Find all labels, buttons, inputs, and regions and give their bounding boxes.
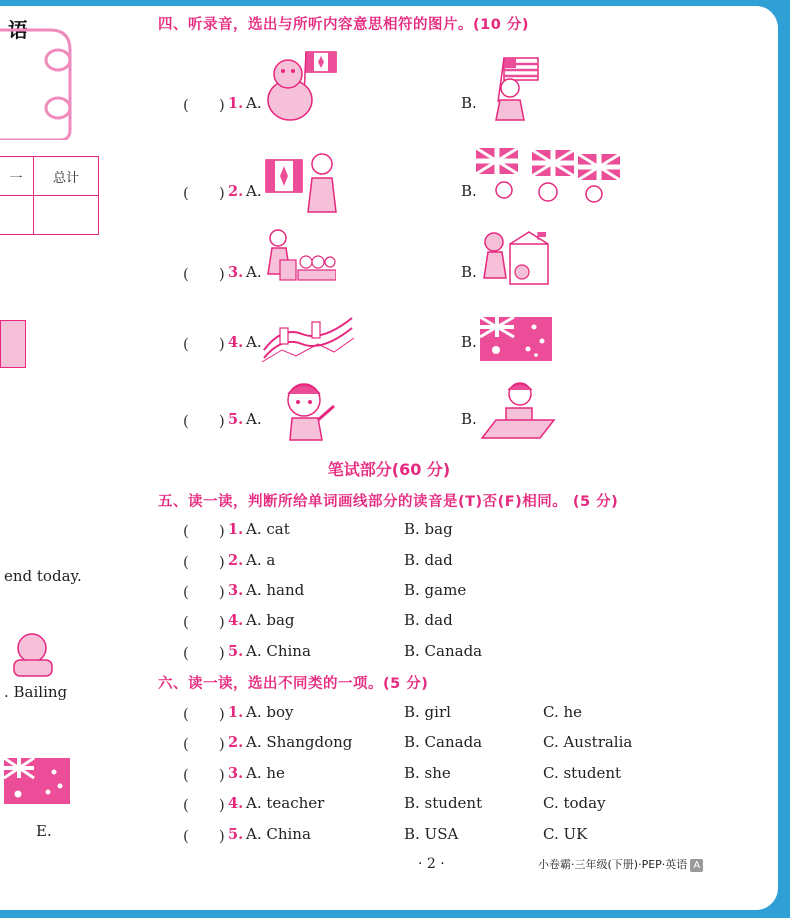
australia-flag-icon[interactable]: [480, 317, 552, 361]
children-uk-flags-icon[interactable]: [474, 144, 622, 214]
teacher-students-icon[interactable]: [264, 228, 336, 284]
score-cell[interactable]: [0, 196, 34, 235]
question-number: 4.: [228, 795, 244, 812]
question-number: 1.: [228, 704, 244, 721]
option-b: B. game: [404, 581, 467, 599]
girl-cartoon-icon: [4, 628, 62, 680]
option-c: C. UK: [543, 825, 588, 843]
option-b: B.: [461, 94, 477, 112]
option-a: A. boy: [246, 703, 294, 721]
girl-reading-icon[interactable]: [480, 380, 556, 440]
left-strip-text-today: end today.: [4, 567, 82, 585]
option-a: A.: [246, 182, 262, 200]
answer-blank[interactable]: ( ): [183, 265, 225, 283]
option-b: B.: [461, 410, 477, 428]
answer-blank[interactable]: ( ): [183, 796, 225, 814]
answer-blank[interactable]: ( ): [183, 184, 225, 202]
option-a: A. he: [246, 764, 285, 782]
question-number: 2.: [228, 552, 244, 569]
left-strip-text-e: E.: [36, 822, 52, 840]
option-b: B. USA: [404, 825, 459, 843]
great-wall-icon[interactable]: [262, 306, 354, 364]
section4-title: 四、听录音，选出与所听内容意思相符的图片。(10 分): [158, 17, 529, 33]
question-number: 4.: [228, 612, 244, 629]
left-strip-title: 语: [8, 18, 28, 42]
question-number: 4.: [228, 334, 244, 351]
answer-blank[interactable]: ( ): [183, 613, 225, 631]
score-table: [0, 156, 99, 235]
question-number: 3.: [228, 765, 244, 782]
option-b: B.: [461, 263, 477, 281]
answer-blank[interactable]: ( ): [183, 522, 225, 540]
question-number: 5.: [228, 826, 244, 843]
canada-flag-woman-icon[interactable]: [264, 150, 338, 214]
option-a: A.: [246, 333, 262, 351]
question-number: 5.: [228, 411, 244, 428]
option-a: A. Shangdong: [246, 733, 353, 751]
option-b: B. student: [404, 794, 483, 812]
section6-title: 六、读一读，选出不同类的一项。(5 分): [158, 676, 429, 692]
question-number: 1.: [228, 95, 244, 112]
score-header-total: 总计: [34, 157, 99, 196]
australia-flag-icon: [4, 758, 70, 804]
section5-title: 五、读一读，判断所给单词画线部分的读音是(T)否(F)相同。 (5 分): [158, 494, 619, 510]
question-number: 2.: [228, 734, 244, 751]
option-b: B. dad: [404, 611, 453, 629]
answer-blank[interactable]: ( ): [183, 705, 225, 723]
option-a: A. bag: [246, 611, 295, 629]
option-b: B. she: [404, 764, 451, 782]
option-a: A. cat: [246, 520, 290, 538]
option-b: B. girl: [404, 703, 451, 721]
option-b: B. Canada: [404, 733, 483, 751]
book-title-text: 小卷霸·三年级(下册)·PEP·英语: [538, 858, 688, 871]
option-c: C. today: [543, 794, 606, 812]
option-b: B. dad: [404, 551, 453, 569]
option-a: A. teacher: [246, 794, 325, 812]
option-a: A. China: [246, 825, 311, 843]
question-number: 1.: [228, 521, 244, 538]
written-part-title: 笔试部分(60 分): [327, 460, 451, 479]
answer-blank[interactable]: ( ): [183, 335, 225, 353]
left-strip-text-bailing: . Bailing: [4, 683, 68, 701]
edition-badge: A: [690, 859, 703, 872]
answer-blank[interactable]: ( ): [183, 766, 225, 784]
score-total-cell[interactable]: [34, 196, 99, 235]
girl-at-school-icon[interactable]: [480, 230, 550, 288]
answer-blank[interactable]: ( ): [183, 735, 225, 753]
spiral-binding-icon: [0, 20, 72, 140]
answer-blank[interactable]: ( ): [183, 644, 225, 662]
question-number: 5.: [228, 643, 244, 660]
option-b: B.: [461, 333, 477, 351]
question-number: 2.: [228, 183, 244, 200]
beaver-canada-flag-icon[interactable]: [264, 46, 340, 124]
option-a: A. China: [246, 642, 311, 660]
pink-tab: [0, 320, 26, 368]
page-number: · 2 ·: [418, 856, 445, 872]
option-c: C. Australia: [543, 733, 633, 751]
answer-blank[interactable]: ( ): [183, 583, 225, 601]
answer-blank[interactable]: ( ): [183, 412, 225, 430]
option-b: B.: [461, 182, 477, 200]
option-b: B. Canada: [404, 642, 483, 660]
option-a: A. hand: [246, 581, 305, 599]
question-number: 3.: [228, 264, 244, 281]
boy-pointing-icon[interactable]: [276, 378, 340, 442]
score-header-left: 一: [0, 157, 34, 196]
option-a: A.: [246, 94, 262, 112]
option-c: C. student: [543, 764, 622, 782]
question-number: 3.: [228, 582, 244, 599]
answer-blank[interactable]: ( ): [183, 827, 225, 845]
option-b: B. bag: [404, 520, 453, 538]
option-a: A.: [246, 410, 262, 428]
option-c: C. he: [543, 703, 583, 721]
answer-blank[interactable]: ( ): [183, 553, 225, 571]
answer-blank[interactable]: ( ): [183, 96, 225, 114]
exam-page: [0, 6, 778, 910]
girl-usa-flag-icon[interactable]: [480, 54, 542, 126]
option-a: A.: [246, 263, 262, 281]
book-title: [538, 856, 703, 872]
option-a: A. a: [246, 551, 276, 569]
